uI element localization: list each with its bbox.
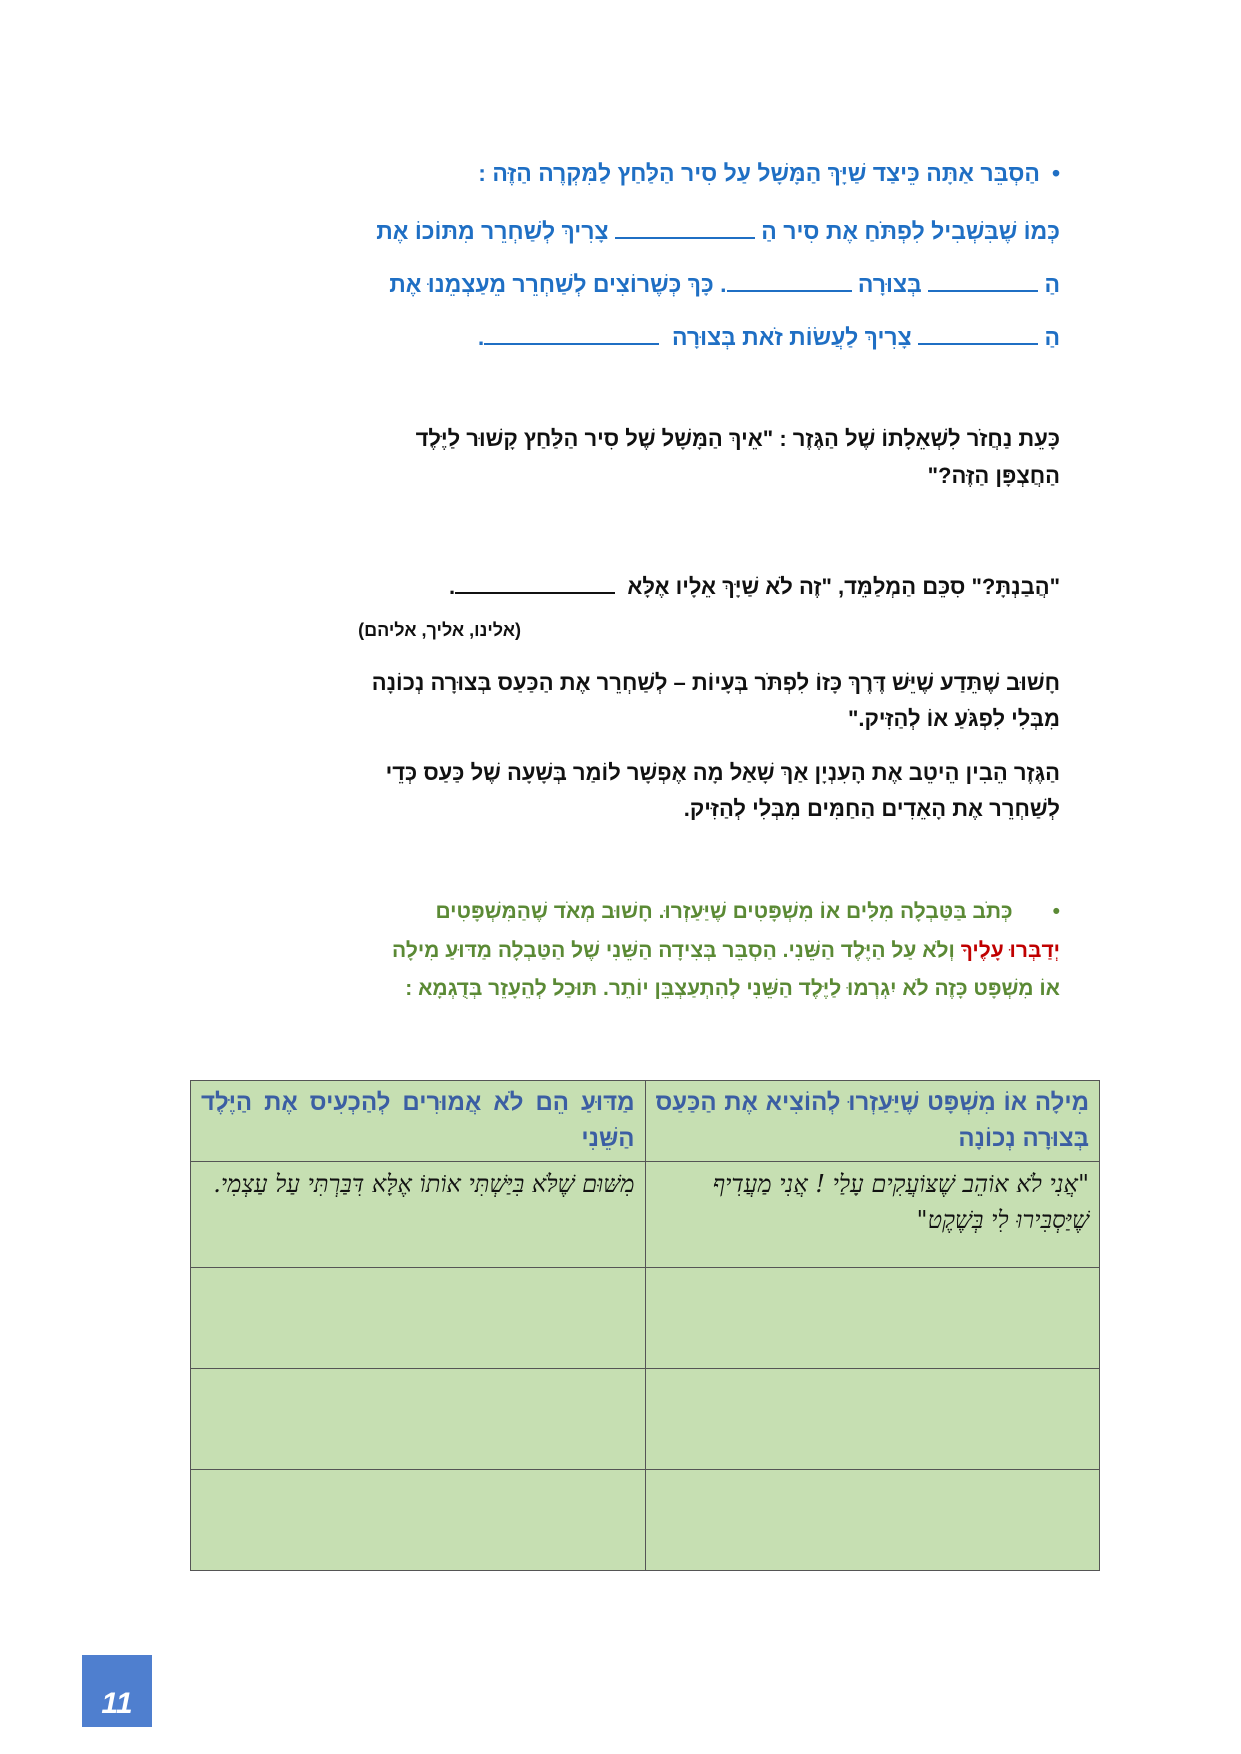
answer-line (449, 570, 1060, 600)
instruction-line (392, 939, 1060, 963)
blank-field[interactable] (615, 214, 755, 239)
answers-table (190, 1080, 1100, 1571)
table-row (191, 1369, 1100, 1470)
table-cell[interactable] (191, 1268, 646, 1369)
fill-line-2 (389, 267, 1060, 298)
text: צָרִיךְ לַעֲשׂוֹת זֹאת בְּצוּרָה (672, 324, 912, 350)
paragraph-line: הַחֲצְפָּן הַזֶּה?" (927, 463, 1060, 488)
emphasis-text: יְדַבְּרוּ עָלֶיךָ (960, 939, 1060, 962)
question-text: הַסְבֵּר אַתָּה כֵּיצַד שַׁיָּךְ הַמָּשָׁל עַל סִיר הַלַּחַץ לַמִּקְרֶה הַזֶּה : (478, 160, 1040, 186)
blank-field[interactable] (484, 320, 659, 345)
bullet-icon: • (1051, 160, 1060, 186)
table-cell[interactable] (191, 1470, 646, 1571)
table-row (191, 1470, 1100, 1571)
table-cell[interactable] (645, 1369, 1100, 1470)
text: . (477, 324, 485, 350)
table-cell[interactable] (645, 1268, 1100, 1369)
table-cell[interactable] (645, 1470, 1100, 1571)
table-row (191, 1268, 1100, 1369)
text: צָרִיךְ לְשַׁחְרֵר מִתּוֹכוֹ אֶת (376, 218, 609, 244)
text: "הֲבַנְתָּ?" סִכֵּם הַמְלַמֵּד, "זֶה לֹא שַׁיָּךְ אֵלָיו אֶלָּא (627, 574, 1060, 599)
text: כְּתֹב בַּטַּבְלָה מִלִּים אוֹ מִשְׁפָּטִים שֶׁיַּעַזְרוּ. חָשׁוּב מְאֹד שֶׁהַמִּשְׁפָּטִים (435, 900, 1013, 923)
text: וְלֹא עַל הַיֶּלֶד הַשֵּׁנִי. הַסְבֵּר בְּצִידָה הַשֵּׁנִי שֶׁל הַטַּבְלָה מַדּוּעַ מִילָה (392, 939, 961, 962)
column-header: מִילָה אוֹ מִשְׁפָּט שֶׁיַּעַזְרוּ לְהוֹצִיא אֶת הַכַּעַס בְּצוּרָה נְכוֹנָה (645, 1081, 1100, 1162)
answer-options: (אלינו, אליך, אליהם) (358, 620, 521, 640)
blank-field[interactable] (455, 570, 615, 594)
blank-field[interactable] (918, 320, 1038, 345)
paragraph-line: מִבְּלִי לִפְגֹּעַ אוֹ לְהַזִּיק." (847, 706, 1060, 731)
instruction-line: אוֹ מִשְׁפָּט כָּזֶה לֹא יִגְרְמוּ לַיֶּלֶד הַשֵּׁנִי לְהִתְעַצְבֵּן יוֹתֵר. תּוּכַל לְהֵעָזֵר בְּדֻגְמָא : (405, 977, 1060, 1000)
fill-line-3 (478, 320, 1060, 351)
paragraph-line: לְשַׁחְרֵר אֶת הָאֵדִים הַחַמִּים מִבְּלִי לְהַזִּיק. (683, 796, 1060, 821)
text: הַ (1044, 271, 1060, 297)
text: . כָּךְ כְּשֶׁרוֹצִים לְשַׁחְרֵר מֵעַצְמֵנוּ אֶת (389, 271, 727, 297)
page-number: 11 (82, 1655, 152, 1727)
table-cell[interactable] (191, 1369, 646, 1470)
text: בְּצוּרָה (857, 271, 922, 297)
blue-bullet-question (478, 160, 1060, 187)
blank-field[interactable] (727, 267, 852, 292)
fill-line-1 (376, 214, 1060, 245)
blank-field[interactable] (928, 267, 1038, 292)
text: הַ (1044, 324, 1060, 350)
paragraph-line: הַגֶּזֶר הֵבִין הֵיטֵב אֶת הָעִנְיָן אַךְ שָׁאַל מָה אֶפְשָׁר לוֹמַר בְּשָׁעָה שֶׁל כַּעַס כְּדֵי (385, 760, 1060, 785)
table-row-example (191, 1162, 1100, 1268)
instruction-line (435, 900, 1060, 924)
table-header-row (191, 1081, 1100, 1162)
text: . (448, 574, 456, 599)
paragraph-line: כָּעֵת נַחֲזֹר לִשְׁאֵלָתוֹ שֶׁל הַגֶּזֶר : "אֵיךְ הַמָּשָׁל שֶׁל סִיר הַלַּחַץ קָשׁוּר לַיֶּלֶד (415, 426, 1060, 451)
paragraph-line: חָשׁוּב שֶׁתֵּדַע שֶׁיֵּשׁ דֶּרֶךְ כָּזוֹ לִפְתֹּר בְּעָיוֹת – לְשַׁחְרֵר אֶת הַכַּעַס בְּצוּרָה נְכוֹנָה (371, 670, 1060, 695)
text: כְּמוֹ שֶׁבִּשְׁבִיל לִפְתֹּחַ אֶת סִיר הַ (761, 218, 1060, 244)
example-reason-cell[interactable]: מִשּׁוּם שֶׁלֹּא בִּיַּשְׁתִּי אוֹתוֹ אֶלָּא דִּבַּרְתִּי עַל עַצְמִי. (191, 1162, 646, 1268)
bullet-icon: • (1052, 900, 1060, 923)
example-sentence-cell[interactable]: "אֲנִי לֹא אוֹהֵב שֶׁצּוֹעֲקִים עָלַי ! אֲנִי מַעֲדִיף שֶׁיַּסְבִּירוּ לִי בְּשֶׁקֶט" (645, 1162, 1100, 1268)
column-header: מַדּוּעַ הֵם לֹא אֲמוּרִים לְהַכְעִיס אֶת הַיֶּלֶד הַשֵּׁנִי (191, 1081, 646, 1162)
